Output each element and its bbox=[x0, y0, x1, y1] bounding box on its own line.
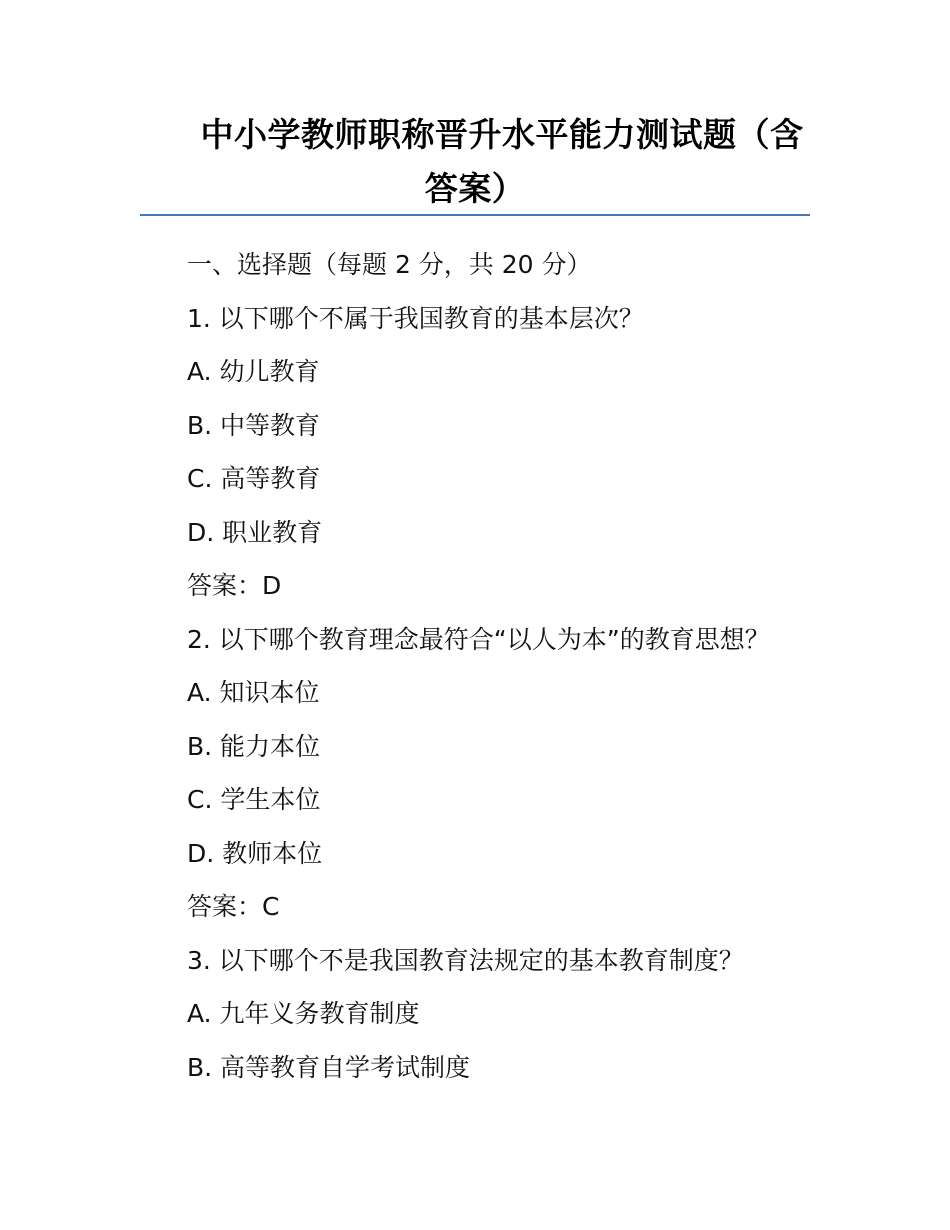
document-title bbox=[140, 108, 810, 216]
question-stem: 2. 以下哪个教育理念最符合“以人为本”的教育思想？ bbox=[187, 625, 770, 654]
question-stem: 3. 以下哪个不是我国教育法规定的基本教育制度？ bbox=[187, 946, 744, 975]
question-stem: 1. 以下哪个不属于我国教育的基本层次？ bbox=[187, 304, 644, 333]
title-underline bbox=[140, 214, 810, 216]
title-line-1: 中小学教师职称晋升水平能力测试题（含 bbox=[200, 115, 804, 154]
option-c: C. 学生本位 bbox=[187, 785, 321, 814]
title-line-2: 答案） bbox=[424, 169, 526, 208]
option-b: B. 中等教育 bbox=[187, 411, 321, 440]
option-d: D. 职业教育 bbox=[187, 518, 323, 547]
option-a: A. 知识本位 bbox=[187, 678, 320, 707]
option-d: D. 教师本位 bbox=[187, 839, 323, 868]
section-heading: 一、选择题（每题 2 分，共 20 分） bbox=[187, 250, 592, 279]
option-b: B. 高等教育自学考试制度 bbox=[187, 1053, 471, 1082]
option-c: C. 高等教育 bbox=[187, 464, 321, 493]
option-a: A. 幼儿教育 bbox=[187, 357, 320, 386]
answer-line: 答案：C bbox=[187, 892, 280, 921]
option-b: B. 能力本位 bbox=[187, 732, 321, 761]
answer-line: 答案：D bbox=[187, 571, 282, 600]
option-a: A. 九年义务教育制度 bbox=[187, 999, 420, 1028]
